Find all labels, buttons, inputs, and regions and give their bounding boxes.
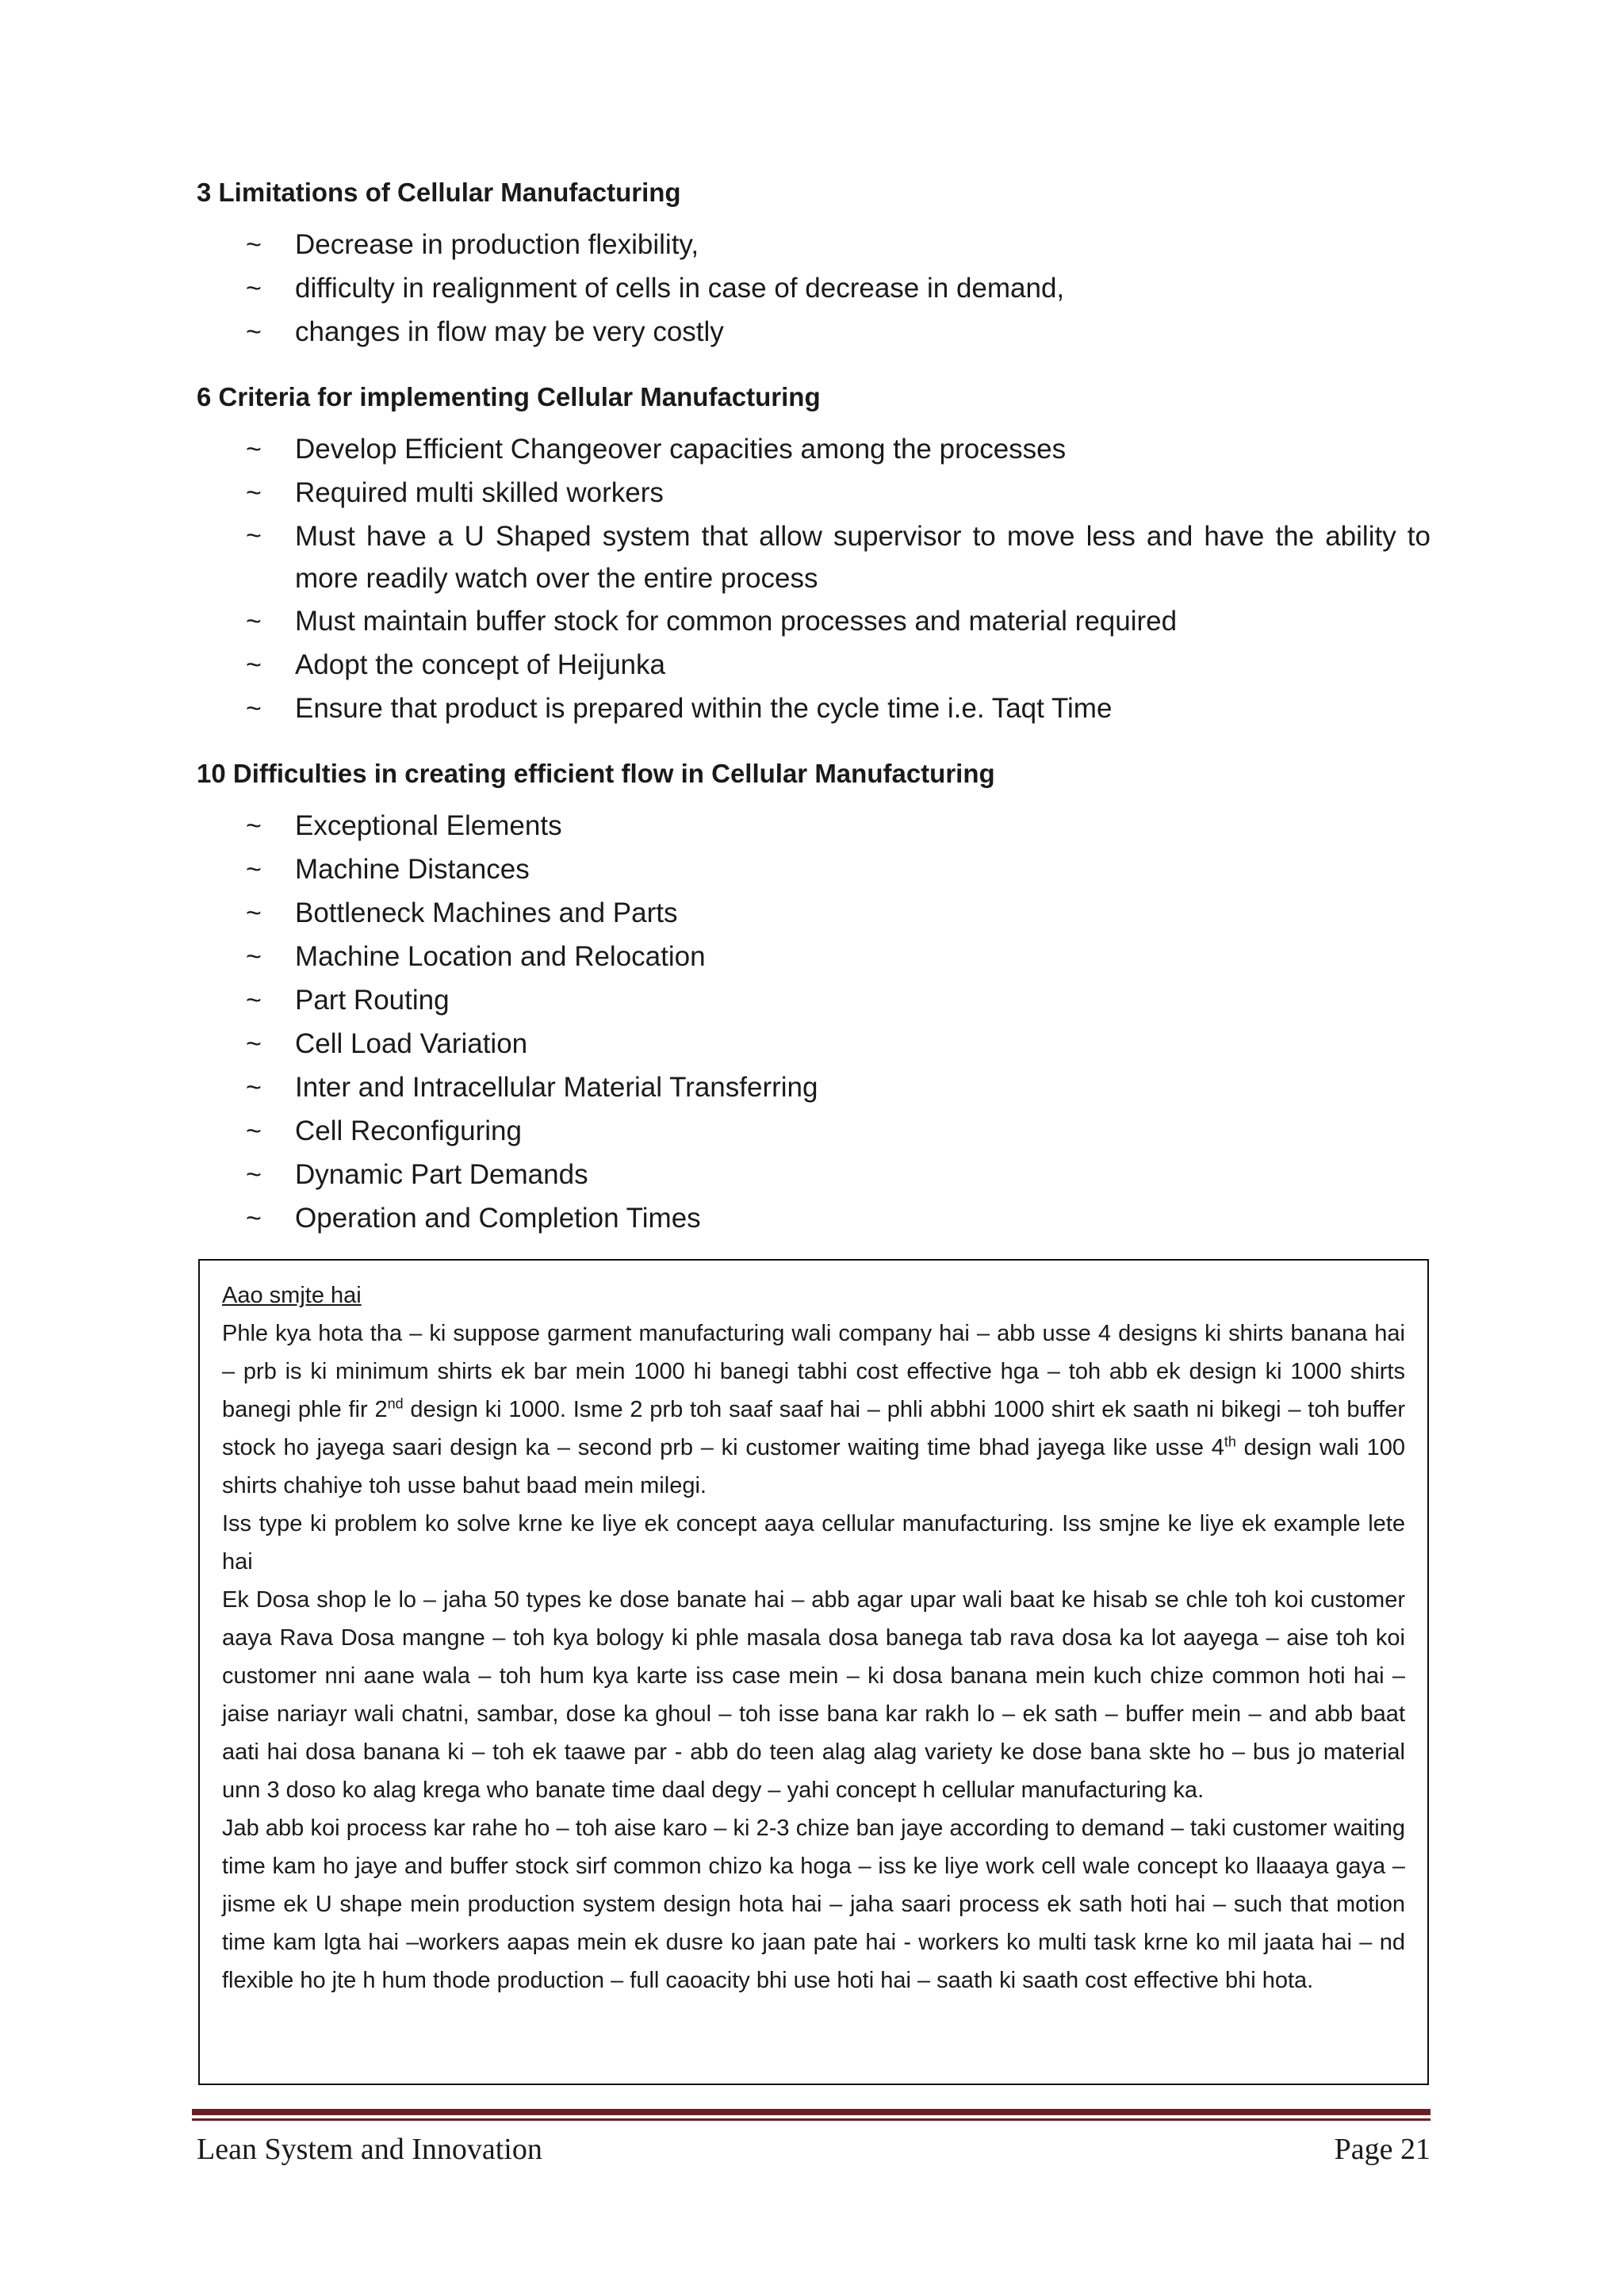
list-item: ~ difficulty in realignment of cells in case of decrease in demand, [197,267,1431,310]
tilde-bullet-icon: ~ [246,1203,262,1234]
list-item: ~ Machine Location and Relocation [197,936,1431,978]
limitations-list [197,224,1431,354]
tilde-bullet-icon: ~ [246,274,262,304]
list-item: ~ Ensure that product is prepared within the cycle time i.e. Taqt Time [197,687,1431,730]
tilde-bullet-icon: ~ [246,434,262,465]
tilde-bullet-icon: ~ [246,1116,262,1146]
list-item: ~ Dynamic Part Demands [197,1154,1431,1196]
list-item: ~ Adopt the concept of Heijunka [197,644,1431,687]
footer-title: Lean System and Innovation [197,2133,542,2166]
tilde-bullet-icon: ~ [246,1160,262,1190]
difficulties-list [197,805,1431,1240]
page-number: Page 21 [1334,2133,1431,2166]
tilde-bullet-icon: ~ [246,1073,262,1103]
list-item: ~ changes in flow may be very costly [197,311,1431,354]
tilde-bullet-icon: ~ [246,650,262,680]
footer-divider-thin [192,2118,1431,2121]
note-title: Aao smjte hai [222,1283,362,1308]
tilde-bullet-icon: ~ [246,985,262,1016]
list-item: ~ Decrease in production flexibility, [197,224,1431,266]
tilde-bullet-icon: ~ [246,1029,262,1059]
note-paragraph-dosa: Ek Dosa shop le lo – jaha 50 types ke dose banate hai – abb agar upar wali baat ke hisab se chle toh koi customer aaya Rava Dosa mangne – toh kya bology ki phle masala dosa banega tab rava dosa ka lot aayega – aise toh koi customer nni aane wala – toh hum kya karte iss case mein – ki dosa banana mein kuch chize common hoti hai – jaise nariayr wali chatni, sambar, dose ka ghoul – toh isse bana kar rakh lo – ek sath – buffer mein – and abb baat aati hai dosa banana ki – toh ek taawe par - abb do teen alag alag variety ke dose bana skte ho – bus jo material unn 3 doso ko alag krega who banate time daal degy – yahi concept h cellular manufacturing ka. [222,1587,1405,1803]
note-paragraph-garment: Phle kya hota tha – ki suppose garment manufacturing wali company hai – abb usse 4 designs ki shirts banana hai – prb is ki minimum shirts ek bar mein 1000 hi banegi tabhi cost effective hga – toh abb ek design ki 1000 shirts banegi phle fir 2nd design ki 1000. Isme 2 prb toh saaf saaf hai – phli abbhi 1000 shirt ek saath ni bikegi – toh buffer stock ho jayega saari design ka – second prb – ki customer waiting time bhad jayega like usse 4th design wali 100 shirts chahiye toh usse bahut baad mein milegi. [222,1321,1405,1498]
tilde-bullet-icon: ~ [246,607,262,637]
list-item: ~ Bottleneck Machines and Parts [197,892,1431,935]
tilde-bullet-icon: ~ [246,811,262,841]
criteria-list [197,428,1431,730]
tilde-bullet-icon: ~ [246,230,262,260]
footer-divider [192,2109,1431,2115]
explanation-note-box [198,1259,1429,2085]
list-item: ~ Must maintain buffer stock for common processes and material required [197,600,1431,643]
note-paragraph-process: Jab abb koi process kar rahe ho – toh aise karo – ki 2-3 chize ban jaye according to demand – taki customer waiting time kam ho jaye and buffer stock sirf common chizo ka hoga – iss ke liye work cell wale concept ko llaaaya gaya – jisme ek U shape mein production system design hota hai – jaha saari process ek sath hoti hai – such that motion time kam lgta hai –workers aapas mein ek dusre ko jaan pate hai - workers ko multi task krne ko mil jaata hai – nd flexible ho jte h hum thode production – full caoacity bhi use hoti hai – saath ki saath cost effective bhi hota. [222,1816,1405,1993]
list-item: ~ Operation and Completion Times [197,1197,1431,1240]
section-title-criteria: 6 Criteria for implementing Cellular Manufacturing [197,382,821,411]
list-item: ~ Exceptional Elements [197,805,1431,848]
section-title-limitations: 3 Limitations of Cellular Manufacturing [197,178,681,207]
tilde-bullet-icon: ~ [246,898,262,928]
tilde-bullet-icon: ~ [246,317,262,347]
tilde-bullet-icon: ~ [246,942,262,972]
section-title-difficulties: 10 Difficulties in creating efficient flow in Cellular Manufacturing [197,759,995,788]
list-item: ~ Machine Distances [197,848,1431,891]
list-item: ~ Develop Efficient Changeover capacities among the processes [197,428,1431,471]
list-item: ~ Cell Load Variation [197,1023,1431,1066]
tilde-bullet-icon: ~ [246,478,262,508]
tilde-bullet-icon: ~ [246,694,262,724]
list-item: ~ Inter and Intracellular Material Transferring [197,1066,1431,1109]
tilde-bullet-icon: ~ [246,855,262,885]
note-paragraph-concept: Iss type ki problem ko solve krne ke liye ek concept aaya cellular manufacturing. Iss smjne ke liye ek example lete hai [222,1511,1405,1575]
tilde-bullet-icon: ~ [246,521,262,551]
list-item: ~ Cell Reconfiguring [197,1110,1431,1153]
list-item: ~ Part Routing [197,979,1431,1022]
list-item: ~ Must have a U Shaped system that allow supervisor to move less and have the ability to more readily watch over the entire process [197,515,1431,599]
main-content [197,173,1431,1264]
list-item: ~ Required multi skilled workers [197,472,1431,515]
